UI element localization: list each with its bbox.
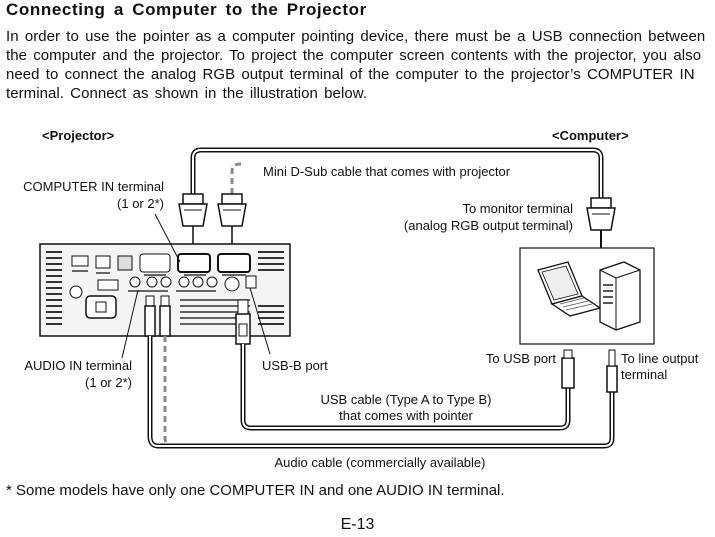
line-output-label: To line output xyxy=(621,351,699,366)
usb-a-plug xyxy=(562,350,574,388)
monitor-terminal-label-sub: (analog RGB output terminal) xyxy=(403,218,573,233)
alternate-cable-dashed xyxy=(232,164,244,194)
usb-b-label: USB-B port xyxy=(262,358,328,373)
usb-b-plug xyxy=(236,300,250,344)
footnote: * Some models have only one COMPUTER IN and one AUDIO IN terminal. xyxy=(6,482,505,499)
vga-connector-left xyxy=(179,194,207,248)
audio-in-label: AUDIO IN terminal xyxy=(24,358,132,373)
page-title: Connecting a Computer to the Projector xyxy=(6,0,367,19)
line-output-label-sub: terminal xyxy=(621,367,668,382)
page-number: E-13 xyxy=(340,516,375,533)
audio-cable-label: Audio cable (commercially available) xyxy=(274,455,486,470)
vga-connector-right xyxy=(218,194,246,248)
audio-in-label-sub: (1 or 2*) xyxy=(85,375,132,390)
to-usb-port-label: To USB port xyxy=(485,351,556,366)
intro-paragraph: In order to use the pointer as a computer pointing device, there must be a USB connection between the computer and the projector. To project the computer screen contents with the projector, you also need to connect the analog RGB output terminal of the computer to the projector’s COMPUTER IN terminal. Connect as shown in the illustration below. xyxy=(6,28,706,102)
projector-heading: <Projector> xyxy=(42,128,115,143)
computer-in-label-sub: (1 or 2*) xyxy=(117,196,164,211)
monitor-terminal-label: To monitor terminal xyxy=(462,201,573,216)
usb-cable-label-sub: that comes with pointer xyxy=(339,408,473,423)
line-out-plug xyxy=(607,350,617,392)
mini-dsub-label: Mini D-Sub cable that comes with projector xyxy=(263,164,511,179)
computer-heading: <Computer> xyxy=(552,128,629,143)
audio-plug-1 xyxy=(145,296,155,436)
computer-in-label: COMPUTER IN terminal xyxy=(23,179,164,194)
usb-cable-label: USB cable (Type A to Type B) xyxy=(320,392,492,407)
computer-illustration xyxy=(520,248,654,344)
